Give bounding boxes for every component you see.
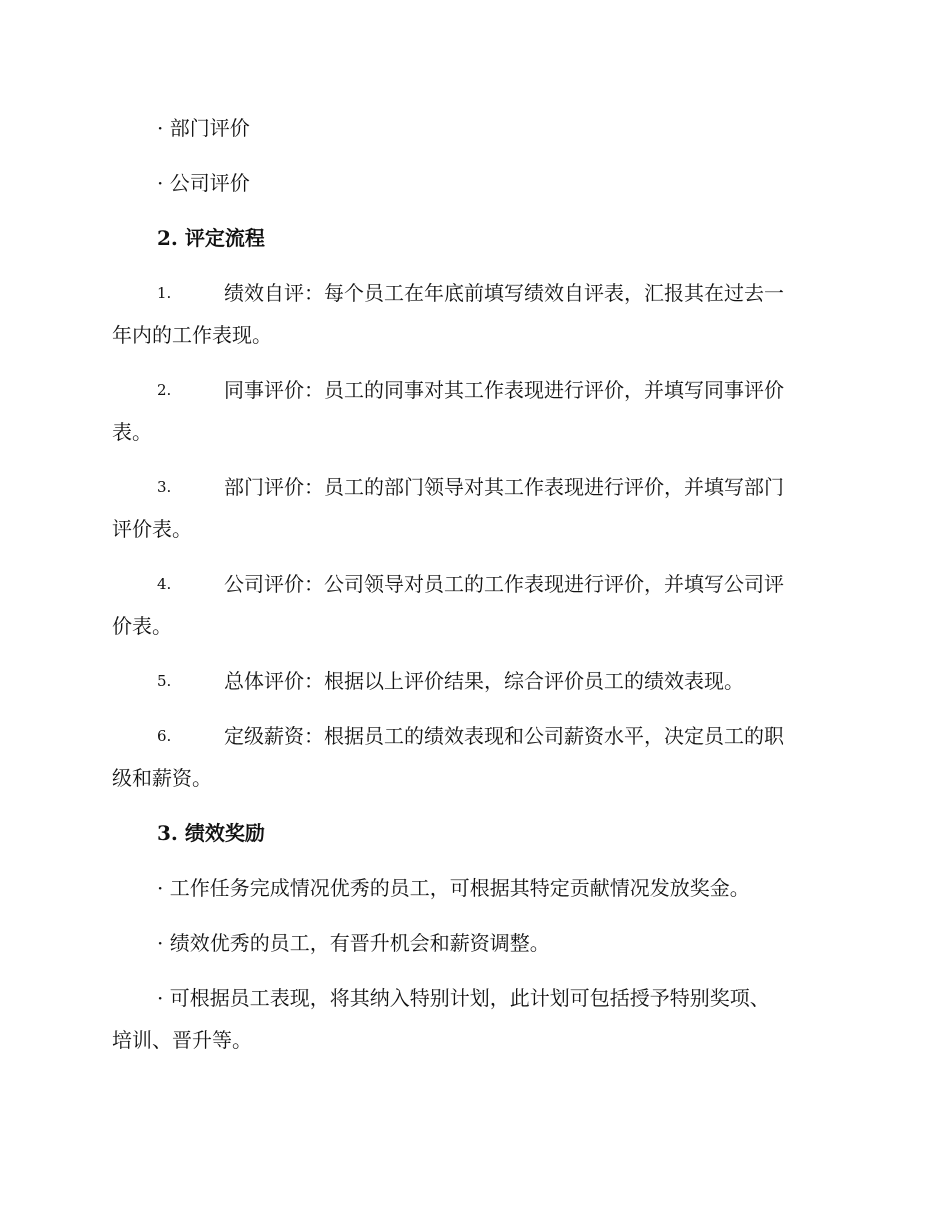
step-number: 2. — [157, 381, 172, 399]
step-number: 6. — [157, 727, 172, 745]
bullet-special-plan-continuation: 培训、晋升等。 — [112, 1028, 252, 1052]
section-heading-evaluation-process: 2. 评定流程 — [157, 226, 265, 250]
step-text-continuation: 价表。 — [112, 614, 172, 638]
section-heading-performance-rewards: 3. 绩效奖励 — [157, 821, 265, 845]
step-number: 4. — [157, 575, 172, 593]
bullet-company-evaluation: · 公司评价 — [157, 171, 250, 195]
step-text: 绩效自评：每个员工在年底前填写绩效自评表，汇报其在过去一 — [224, 281, 784, 305]
step-text: 总体评价：根据以上评价结果，综合评价员工的绩效表现。 — [224, 669, 744, 693]
step-text: 部门评价：员工的部门领导对其工作表现进行评价，并填写部门 — [224, 475, 784, 499]
bullet-bonus: · 工作任务完成情况优秀的员工，可根据其特定贡献情况发放奖金。 — [157, 876, 750, 900]
step-text: 定级薪资：根据员工的绩效表现和公司薪资水平，决定员工的职 — [224, 724, 784, 748]
bullet-special-plan: · 可根据员工表现，将其纳入特别计划，此计划可包括授予特别奖项、 — [157, 986, 770, 1010]
step-text-continuation: 表。 — [112, 420, 152, 444]
step-text: 公司评价：公司领导对员工的工作表现进行评价，并填写公司评 — [224, 572, 784, 596]
step-text-continuation: 年内的工作表现。 — [112, 323, 272, 347]
bullet-department-evaluation: · 部门评价 — [157, 116, 250, 140]
step-text-continuation: 评价表。 — [112, 517, 192, 541]
step-number: 5. — [157, 672, 172, 690]
step-number: 1. — [157, 284, 172, 302]
step-number: 3. — [157, 478, 172, 496]
step-text-continuation: 级和薪资。 — [112, 766, 212, 790]
bullet-promotion: · 绩效优秀的员工，有晋升机会和薪资调整。 — [157, 931, 550, 955]
step-text: 同事评价：员工的同事对其工作表现进行评价，并填写同事评价 — [224, 378, 784, 402]
